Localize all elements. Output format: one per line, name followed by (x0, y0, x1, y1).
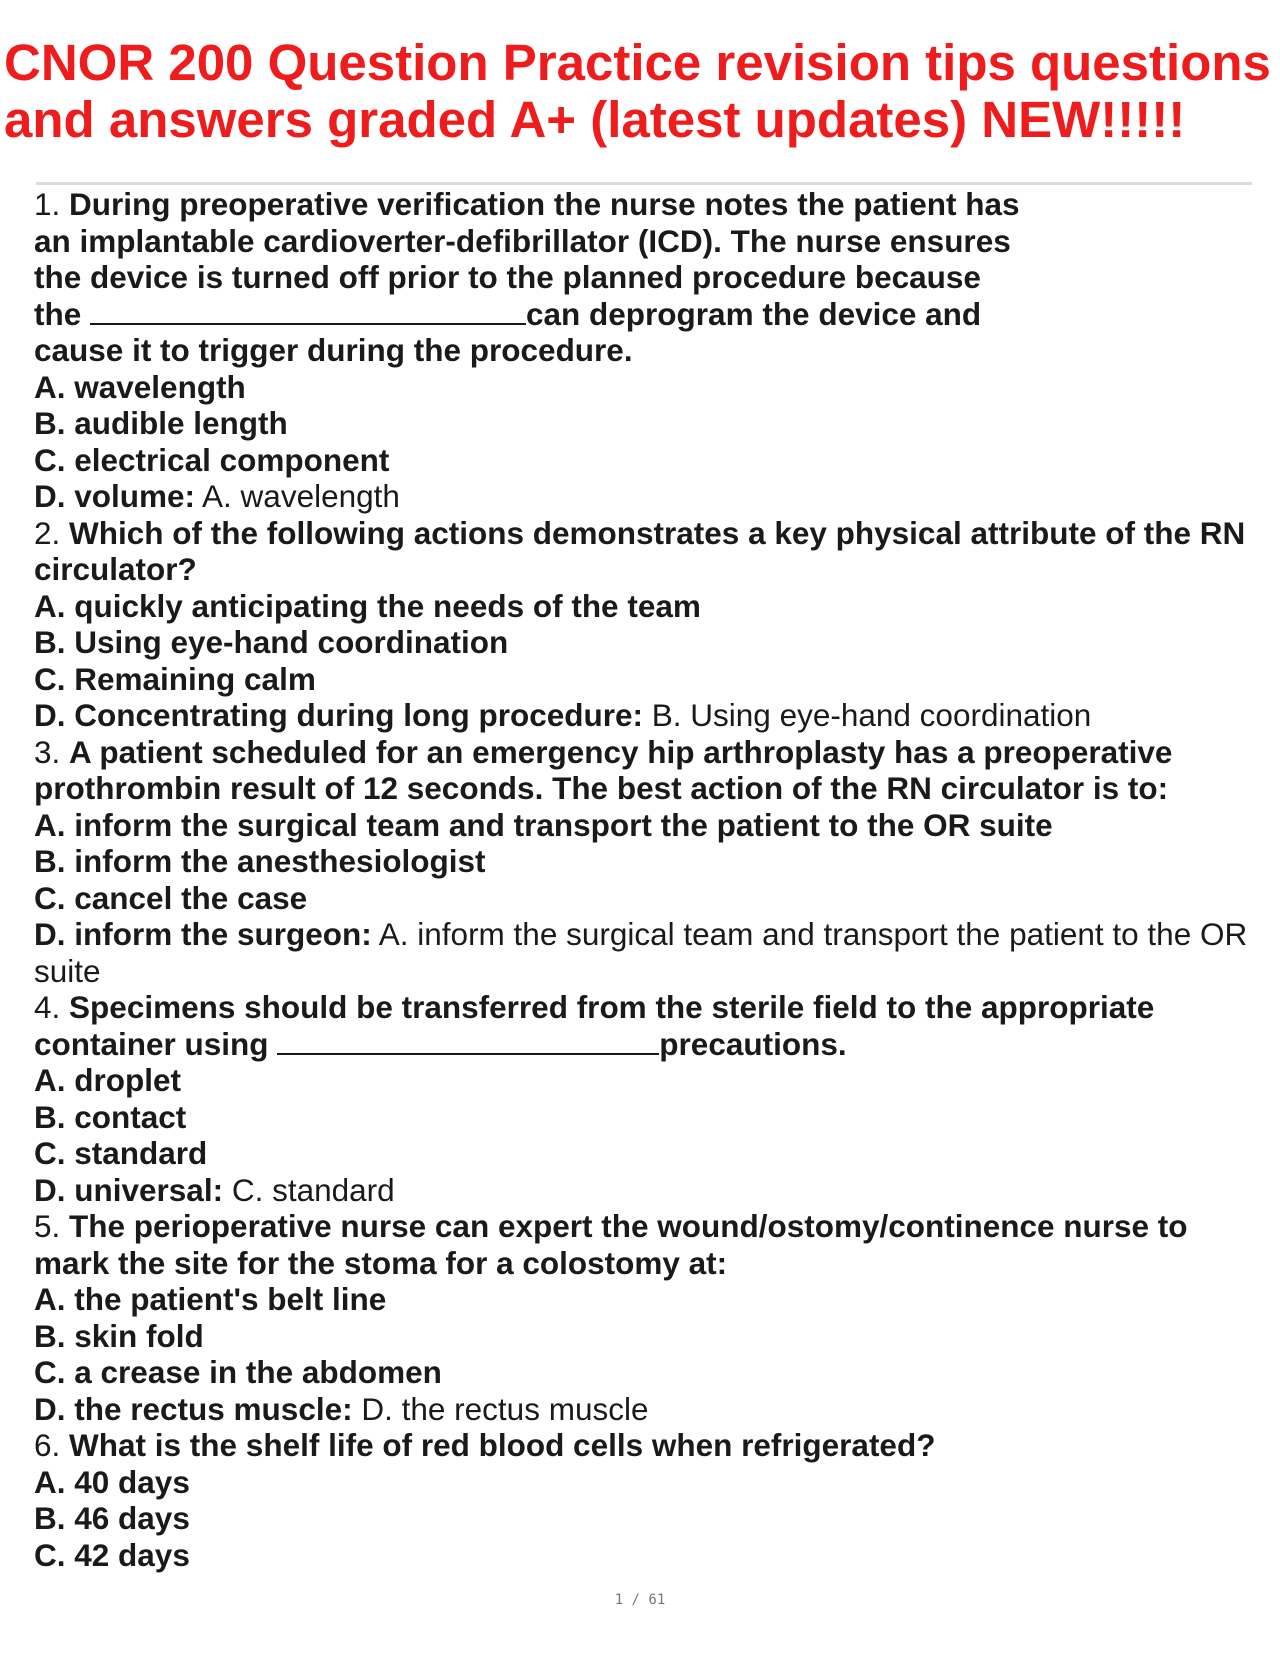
question-4 (34, 989, 1254, 1208)
question-number: 4. (34, 989, 61, 1025)
question-2 (34, 515, 1254, 734)
question-1 (34, 186, 1254, 515)
option-c: C. Remaining calm (34, 660, 316, 697)
title-divider (36, 182, 1252, 185)
option-a: A. the patient's belt line (34, 1281, 387, 1317)
option-d-with-answer (34, 916, 1254, 989)
option-d: D. volume: (34, 478, 196, 514)
question-list (34, 186, 1254, 1573)
option-c: C. electrical component (34, 441, 390, 478)
option-b: B. audible length (34, 405, 288, 441)
option-a: A. 40 days (34, 1463, 190, 1500)
option-c: C. a crease in the abdomen (34, 1354, 442, 1390)
option-d: D. universal: (34, 1171, 224, 1208)
question-5 (34, 1208, 1254, 1427)
question-number: 2. (34, 514, 61, 551)
option-b: B. inform the anesthesiologist (34, 843, 486, 879)
option-d: D. the rectus muscle: (34, 1390, 353, 1427)
option-a: A. inform the surgical team and transport the patient to the OR suite (34, 806, 1053, 843)
option-c: C. cancel the case (34, 879, 308, 916)
option-b: B. 46 days (34, 1500, 190, 1536)
option-d: D. inform the surgeon: (34, 916, 372, 952)
question-text: Which of the following actions demonstrates a key physical attribute of the RN circulator? (34, 514, 1246, 587)
question-6-stem (34, 1427, 1254, 1464)
option-a: A. droplet (34, 1062, 181, 1098)
question-text-continued: precautions. (659, 1025, 847, 1062)
answer: A. wavelength (202, 478, 400, 514)
question-5-stem (34, 1208, 1254, 1281)
option-b: B. contact (34, 1098, 187, 1135)
option-b: B. skin fold (34, 1317, 204, 1354)
option-d-with-answer (34, 1172, 1254, 1209)
question-3 (34, 734, 1254, 990)
page-number: 1 / 61 (614, 1592, 666, 1608)
question-6 (34, 1427, 1254, 1573)
option-c: C. 42 days (34, 1536, 190, 1573)
answer: B. Using eye-hand coordination (651, 697, 1092, 733)
answer: D. the rectus muscle (361, 1390, 649, 1427)
question-number: 1. (34, 186, 61, 222)
option-a: A. quickly anticipating the needs of the team (34, 587, 701, 624)
option-d-with-answer (34, 697, 1254, 734)
question-number: 3. (34, 733, 61, 770)
answer: C. standard (231, 1171, 395, 1208)
answer-blank (277, 1027, 659, 1055)
option-d: D. Concentrating during long procedure: (34, 697, 643, 733)
question-number: 5. (34, 1208, 61, 1244)
answer: A. inform the surgical team and transport the patient to the OR suite (34, 916, 1248, 989)
option-d-with-answer (34, 478, 1254, 515)
question-3-stem (34, 734, 1254, 807)
question-text: What is the shelf life of red blood cells when refrigerated? (69, 1427, 936, 1463)
option-b: B. Using eye-hand coordination (34, 624, 509, 660)
option-d-with-answer (34, 1391, 1254, 1428)
question-text: Specimens should be transferred from the sterile field to the appropriate container using (34, 989, 1155, 1062)
option-a: A. wavelength (34, 368, 246, 405)
question-text: A patient scheduled for an emergency hip arthroplasty has a preoperative prothrombin result of 12 seconds. The best action of the RN circulator is to: (34, 733, 1173, 806)
question-2-stem (34, 515, 1254, 588)
question-text: During preoperative verification the nurse notes the patient has an implantable cardioverter-defibrillator (ICD). The nurse ensures the device is turned off prior to the planned procedure because the (34, 186, 1020, 332)
question-text-continued: can deprogram the device and cause it to trigger during the procedure. (34, 295, 982, 368)
document-title: CNOR 200 Question Practice revision tips questions and answers graded A+ (latest updates) NEW!!!!! (4, 34, 1271, 148)
question-1-stem (34, 186, 1034, 369)
question-number: 6. (34, 1427, 61, 1463)
question-4-stem (34, 989, 1254, 1062)
option-c: C. standard (34, 1135, 208, 1171)
question-text: The perioperative nurse can expert the wound/ostomy/continence nurse to mark the site for the stoma for a colostomy at: (34, 1208, 1188, 1281)
answer-blank (90, 297, 526, 325)
